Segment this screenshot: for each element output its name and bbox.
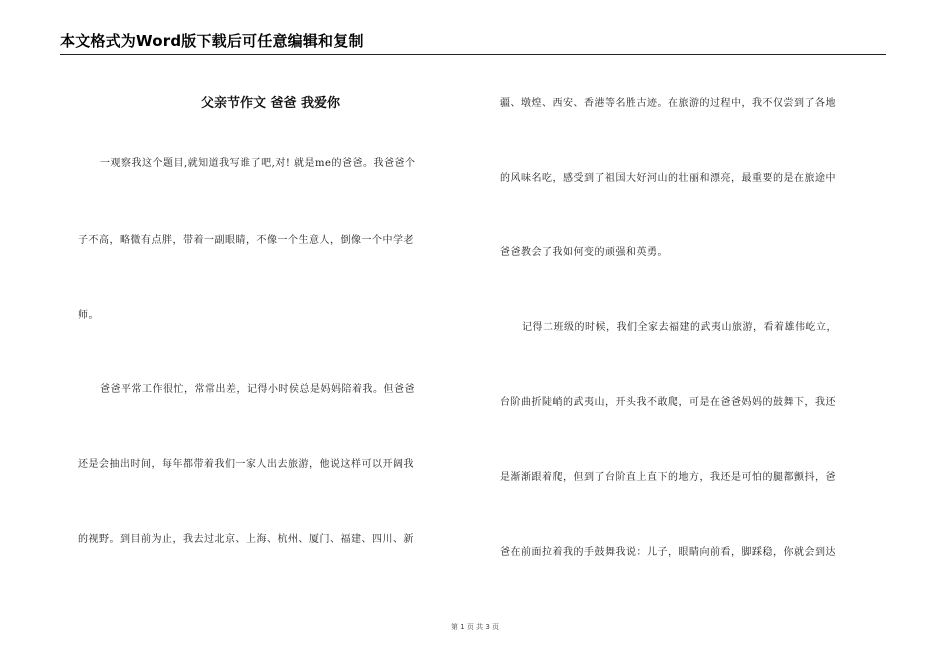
body-line: 是渐渐跟着爬，但到了台阶直上直下的地方，我还是可怕的腿都颤抖，爸 bbox=[500, 472, 836, 483]
body-line: 的视野。到目前为止，我去过北京、上海、杭州、厦门、福建、四川、新 bbox=[78, 534, 414, 545]
page-number: 第 1 页 共 3 页 bbox=[450, 623, 500, 631]
body-line: 师。 bbox=[78, 310, 99, 321]
body-line: 子不高，略微有点胖，带着一副眼睛，不像一个生意人，倒像一个中学老 bbox=[78, 235, 414, 246]
body-line: 爸在前面拉着我的手鼓舞我说：儿子，眼睛向前看，脚踩稳，你就会到达 bbox=[500, 547, 836, 558]
body-line: 台阶曲折陡峭的武夷山，开头我不敢爬，可是在爸爸妈妈的鼓舞下，我还 bbox=[500, 397, 836, 408]
document-title: 父亲节作文 爸爸 我爱你 bbox=[200, 96, 341, 111]
body-line: 的风味名吃，感受到了祖国大好河山的壮丽和漂亮，最重要的是在旅途中 bbox=[500, 173, 836, 184]
document-header: 本文格式为Word版下载后可任意编辑和复制 bbox=[60, 32, 364, 50]
body-line: 记得二班级的时候，我们全家去福建的武夷山旅游，看着雄伟屹立， bbox=[522, 322, 837, 333]
body-line: 疆、墩煌、西安、香港等名胜古迹。在旅游的过程中，我不仅尝到了各地 bbox=[500, 98, 836, 109]
body-line: 爸爸教会了我如何变的顽强和英勇。 bbox=[500, 247, 668, 258]
header-divider bbox=[60, 54, 886, 55]
body-line: 还是会抽出时间，每年都带着我们一家人出去旅游，他说这样可以开阔我 bbox=[78, 459, 414, 470]
body-line: 一观察我这个题目,就知道我写谁了吧,对! 就是me的爸爸。我爸爸个 bbox=[100, 158, 416, 169]
body-line: 爸爸平常工作很忙，常常出差，记得小时侯总是妈妈陪着我。但爸爸 bbox=[100, 384, 415, 395]
